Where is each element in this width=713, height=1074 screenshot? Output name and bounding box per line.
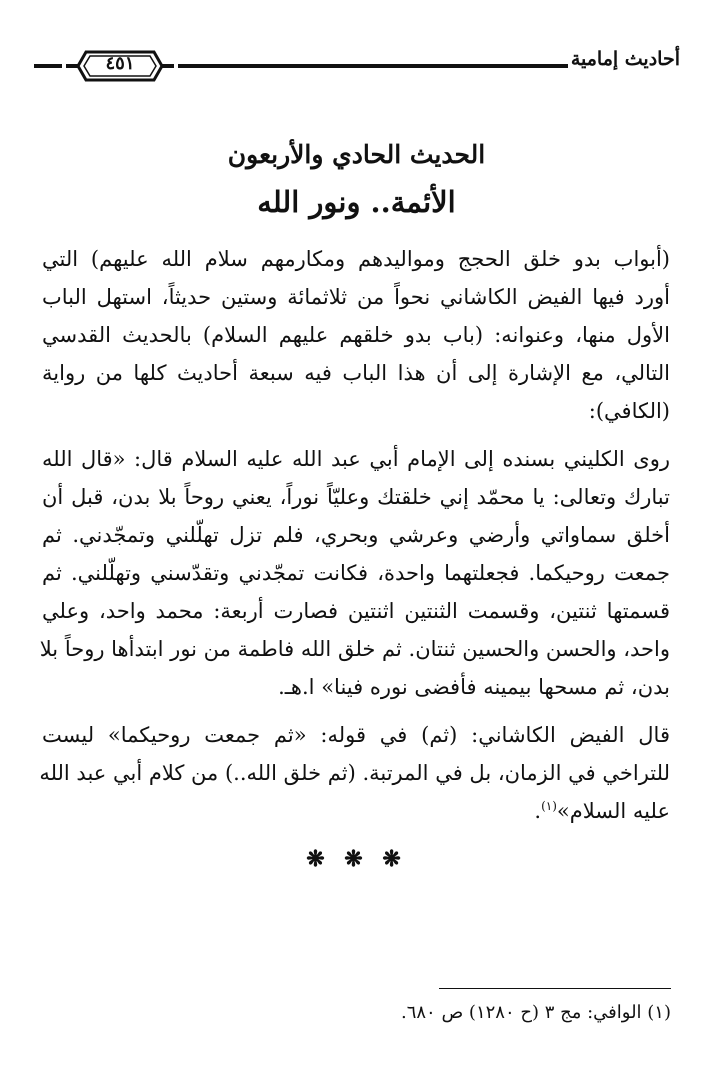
footnote-rule <box>439 988 671 989</box>
text-line: التالي، مع الإشارة إلى أن هذا الباب فيه سبعة أحاديث كلها من رواية <box>42 361 670 385</box>
header-rule-left <box>34 64 62 68</box>
sentence-end: . <box>534 799 542 823</box>
page-number: ٤٥١ <box>105 53 135 74</box>
text-line: تبارك وتعالى: يا محمّد إني خلقتك وعليّاً نوراً، يعني روحاً بلا بدن، قبل أن <box>42 485 670 509</box>
footnote: (١) الوافي: مج ٣ (ح ١٢٨٠) ص ٦٨٠. <box>400 1002 671 1023</box>
running-header <box>34 44 680 84</box>
hadith-title-heading: الأئمة.. ونور الله <box>257 185 456 219</box>
text-line: أورد فيها الفيض الكاشاني نحواً من ثلاثمائة وستين حديثاً، استهل الباب <box>42 285 670 309</box>
text-line: عليه السلام» <box>556 799 670 823</box>
text-line: أخلق سماواتي وأرضي وعرشي وبحري، فلم تزل تهلّلني وتمجّدني. ثم <box>42 523 670 547</box>
paragraph-intro <box>42 240 670 430</box>
text-line: قال الفيض الكاشاني: (ثم) في قوله: «ثم جمعت روحيكما» ليست <box>42 723 670 747</box>
text-line: واحد، والحسن والحسين ثنتان. ثم خلق الله فاطمة من نور ابتدأها روحاً بلا <box>39 637 670 661</box>
text-line: (أبواب بدو خلق الحجج ومواليدهم ومكارمهم سلام الله عليهم) التي <box>42 247 670 271</box>
text-line: بدن، ثم مسحها بيمينه فأفضى نوره فينا» ا.هـ. <box>278 675 670 699</box>
paragraph-commentary <box>39 716 670 830</box>
hadith-number-heading: الحديث الحادي والأربعون <box>227 140 486 169</box>
text-line: قسمتها ثنتين، وقسمت الثنتين اثنتين فصارت أربعة: محمد واحد، وعلي <box>42 599 670 623</box>
text-line: روى الكليني بسنده إلى الإمام أبي عبد الله عليه السلام قال: «قال الله <box>42 447 670 471</box>
paragraph-hadith <box>39 440 670 706</box>
section-separator: ❋ ❋ ❋ <box>306 846 407 872</box>
running-title: أحاديث إمامية <box>570 48 680 70</box>
footnote-marker: (١) <box>541 799 557 813</box>
header-rule-right <box>178 64 568 68</box>
text-line: للتراخي في الزمان، بل في المرتبة. (ثم خلق الله..) من كلام أبي عبد الله <box>39 761 670 785</box>
text-line: الأول منها، وعنوانه: (باب بدو خلقهم عليهم السلام) بالحديث القدسي <box>42 323 670 347</box>
text-line: جمعت روحيكما. فجعلتهما واحدة، فكانت تمجّدني وتقدّسني وتهلّلني. ثم <box>42 561 670 585</box>
text-line-with-footnote <box>42 792 670 830</box>
text-line: (الكافي): <box>588 399 670 423</box>
